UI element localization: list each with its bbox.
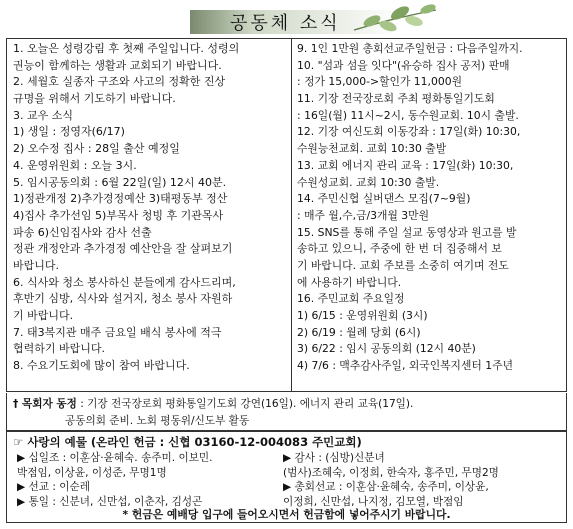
news-line: 1) 생일 : 정영자(6/17) — [13, 125, 125, 139]
news-line: : 16일(월) 11시~2시, 동수원교회. 10시 출발. — [297, 108, 519, 122]
news-line: : 정가 15,000->할인가 11,000원 — [297, 75, 463, 89]
offering-item: ▶ 통일 : 신분녀, 신만섭, 이춘자, 김성곤 — [17, 495, 203, 508]
news-line: 9. 1인 1만원 총회선교주일헌금 : 다음주일까지. — [297, 42, 523, 55]
offering-left-list — [17, 451, 287, 509]
offering-item: ▶ 총회선교 : 이훈삼·윤혜숙, 송주미, 이상윤, — [283, 481, 489, 493]
offering-item: ▶ 선교 : 이순레 — [17, 481, 90, 493]
news-line: 1)정관개정 2)추가경정예산 3)태평동부 정산 — [13, 192, 228, 206]
news-left-column — [13, 41, 289, 391]
offering-item: ▶ 감사 : (심방)신분녀 — [283, 452, 385, 464]
news-line: 8. 수요기도회에 많이 참여 바랍니다. — [13, 359, 190, 373]
news-line: 11. 기장 전국장로회 주최 평화통일기도회 — [297, 92, 495, 106]
leaf-decoration-icon — [350, 4, 440, 36]
news-line: 규명을 위해서 기도하기 바랍니다. — [13, 92, 176, 106]
news-line: 3) 6/22 : 임시 공동의회 (12시 40분) — [297, 342, 476, 356]
pastor-line — [13, 396, 560, 413]
news-line: 송하고 있으니, 주중에 한 번 더 집중해서 보 — [297, 242, 502, 256]
news-line: 6. 식사와 청소 봉사하신 분들에게 감사드리며, — [13, 275, 236, 289]
news-line: 바랍니다. — [13, 258, 60, 272]
news-line: 7. 태3복지관 매주 금요일 배식 봉사에 적극 — [13, 325, 222, 339]
news-line: 협력하기 바랍니다. — [13, 342, 106, 356]
news-line: : 매주 월,수,금/3개월 3만원 — [297, 208, 430, 222]
news-line: 14. 주민신협 실버댄스 모집(7~9월) — [297, 192, 471, 206]
offering-item: (범사)조혜숙, 이정희, 한숙자, 홍주민, 무명2명 — [283, 466, 499, 479]
offering-box — [6, 431, 567, 523]
offering-heading: ☞ 사랑의 예물 (온라인 헌금 : 신협 03160-12-004083 주민교회) — [13, 435, 362, 449]
news-line: 수원성교회. 교회 10:30 출발. — [297, 175, 440, 189]
news-line: 후반기 심방, 식사와 설거지, 청소 봉사 자원하 — [13, 292, 233, 306]
news-grid — [6, 38, 567, 392]
news-line: 기 바랍니다. — [13, 309, 74, 322]
offering-columns — [13, 451, 560, 507]
news-line: 3. 교우 소식 — [13, 108, 73, 122]
news-line: 4)집사 추가선임 5)부목사 청빙 후 기관목사 — [13, 208, 224, 222]
news-line: 수원능천교회. 교회 10:30 출발 — [297, 142, 447, 156]
pastor-label: † 목회자 동정 — [13, 398, 77, 410]
news-line: 12. 기장 여신도회 이동강좌 : 17일(화) 10:30, — [297, 125, 521, 139]
news-right-column — [297, 41, 565, 391]
news-line: 10. "섬과 섬을 잇다"(유승하 집사 공저) 판매 — [297, 58, 510, 72]
offering-item: ▶ 십일조 : 이훈삼·윤혜숙. 송주미. 이보민. — [17, 452, 213, 464]
news-line: 파송 6)신임집사와 감사 선출 — [13, 225, 152, 239]
news-line: 4) 7/6 : 맥추감사주일, 외국인복지센터 1주년 — [297, 359, 514, 373]
column-divider — [291, 39, 292, 391]
news-line: 2. 세월호 실종자 구조와 사고의 정확한 진상 — [13, 75, 226, 89]
offering-note: * 헌금은 예배당 입구에 들어오시면서 헌금함에 넣어주시기 바랍니다. — [122, 508, 451, 521]
news-line: 1. 오늘은 성령강림 후 첫째 주일입니다. 성령의 — [13, 42, 240, 55]
news-line: 16. 주민교회 주요일정 — [297, 292, 405, 306]
section-header — [190, 4, 430, 36]
news-line: 정관 개정안과 추가경정 예산안을 잘 살펴보기 — [13, 242, 233, 256]
news-line: 기 바랍니다. 교회 주보를 소중히 여기며 전도 — [297, 258, 509, 272]
news-line: 4. 운영위원회 : 오늘 3시. — [13, 158, 137, 172]
news-line: 15. SNS를 통해 주일 설교 동영상과 원고를 발 — [297, 225, 517, 239]
news-line: 13. 교회 에너지 관리 교육 : 17일(화) 10:30, — [297, 158, 514, 172]
offering-right-list — [283, 451, 563, 509]
news-line: 에 사용하기 바랍니다. — [297, 275, 402, 289]
news-line: 1) 6/15 : 운영위원회 (3시) — [297, 309, 428, 322]
pastor-text: : 기장 전국장로회 평화통일기도회 강연(16일). 에너지 관리 교육(17일). — [76, 398, 414, 410]
news-line: 권능이 함께하는 생활과 교회되기 바랍니다. — [13, 58, 222, 72]
pastor-line-2: 공동의회 준비. 노회 평동위/신도부 활동 — [65, 414, 250, 427]
offering-item: 이정희, 신만섭, 나지정, 김모열, 박점임 — [283, 495, 464, 508]
section-title: 공동체 소식 — [230, 13, 341, 34]
offering-item: 박점임, 이상윤, 이성준, 무명1명 — [17, 466, 167, 479]
news-line: 5. 임시공동의회 : 6월 22일(일) 12시 40분. — [13, 175, 227, 189]
news-line: 2) 오수정 집사 : 28일 출산 예정일 — [13, 142, 180, 156]
pastor-news-box — [6, 393, 567, 431]
news-line: 2) 6/19 : 월례 당회 (6시) — [297, 325, 421, 339]
